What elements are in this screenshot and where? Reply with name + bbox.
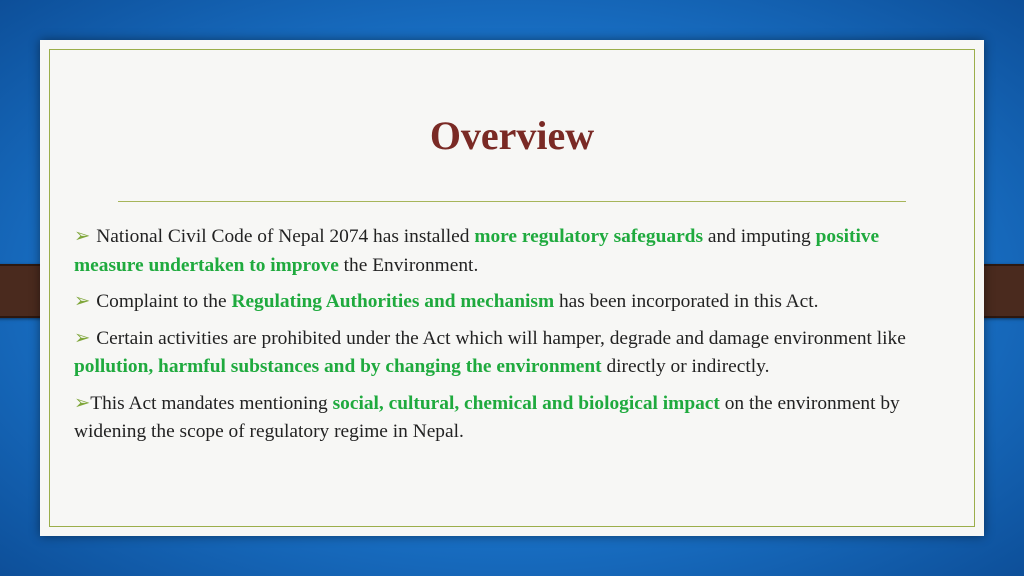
bullet-item <box>74 390 948 447</box>
arrow-right-icon: ➢ <box>74 327 91 349</box>
bullet-text: directly or indirectly. <box>601 356 770 377</box>
bullet-text: has been incorporated in this Act. <box>554 291 819 312</box>
arrow-right-icon: ➢ <box>74 226 91 247</box>
bullet-highlight: pollution, harmful substances and by changing the environment <box>74 356 602 377</box>
bullet-highlight: positive measure undertaken to improve <box>74 226 880 276</box>
bullet-item <box>74 223 948 280</box>
title-divider <box>118 201 906 202</box>
bullet-text: Complaint to the <box>96 291 232 312</box>
bullet-highlight: Regulating Authorities and mechanism <box>231 291 555 312</box>
bullet-highlight: social, cultural, chemical and biological impact <box>332 392 720 414</box>
slide-card <box>40 40 984 536</box>
bullet-highlight: more regulatory safeguards <box>474 226 704 247</box>
bullet-text: National Civil Code of Nepal 2074 has installed <box>96 226 475 247</box>
bullet-text: the Environment. <box>338 254 479 276</box>
bullet-item <box>74 325 948 382</box>
bullet-text: and imputing <box>703 226 816 247</box>
bullet-text: Certain activities are prohibited under the Act which will hamper, degrade and damage environment like <box>96 327 906 349</box>
arrow-right-icon: ➢ <box>74 392 91 414</box>
arrow-right-icon: ➢ <box>74 291 91 312</box>
bullet-text: on the environment by widening the scope of regulatory regime in Nepal. <box>74 392 900 442</box>
bullet-text: This Act mandates mentioning <box>90 392 333 414</box>
bullet-item <box>74 288 948 317</box>
bullet-list <box>74 223 948 455</box>
slide-title: Overview <box>429 113 595 158</box>
